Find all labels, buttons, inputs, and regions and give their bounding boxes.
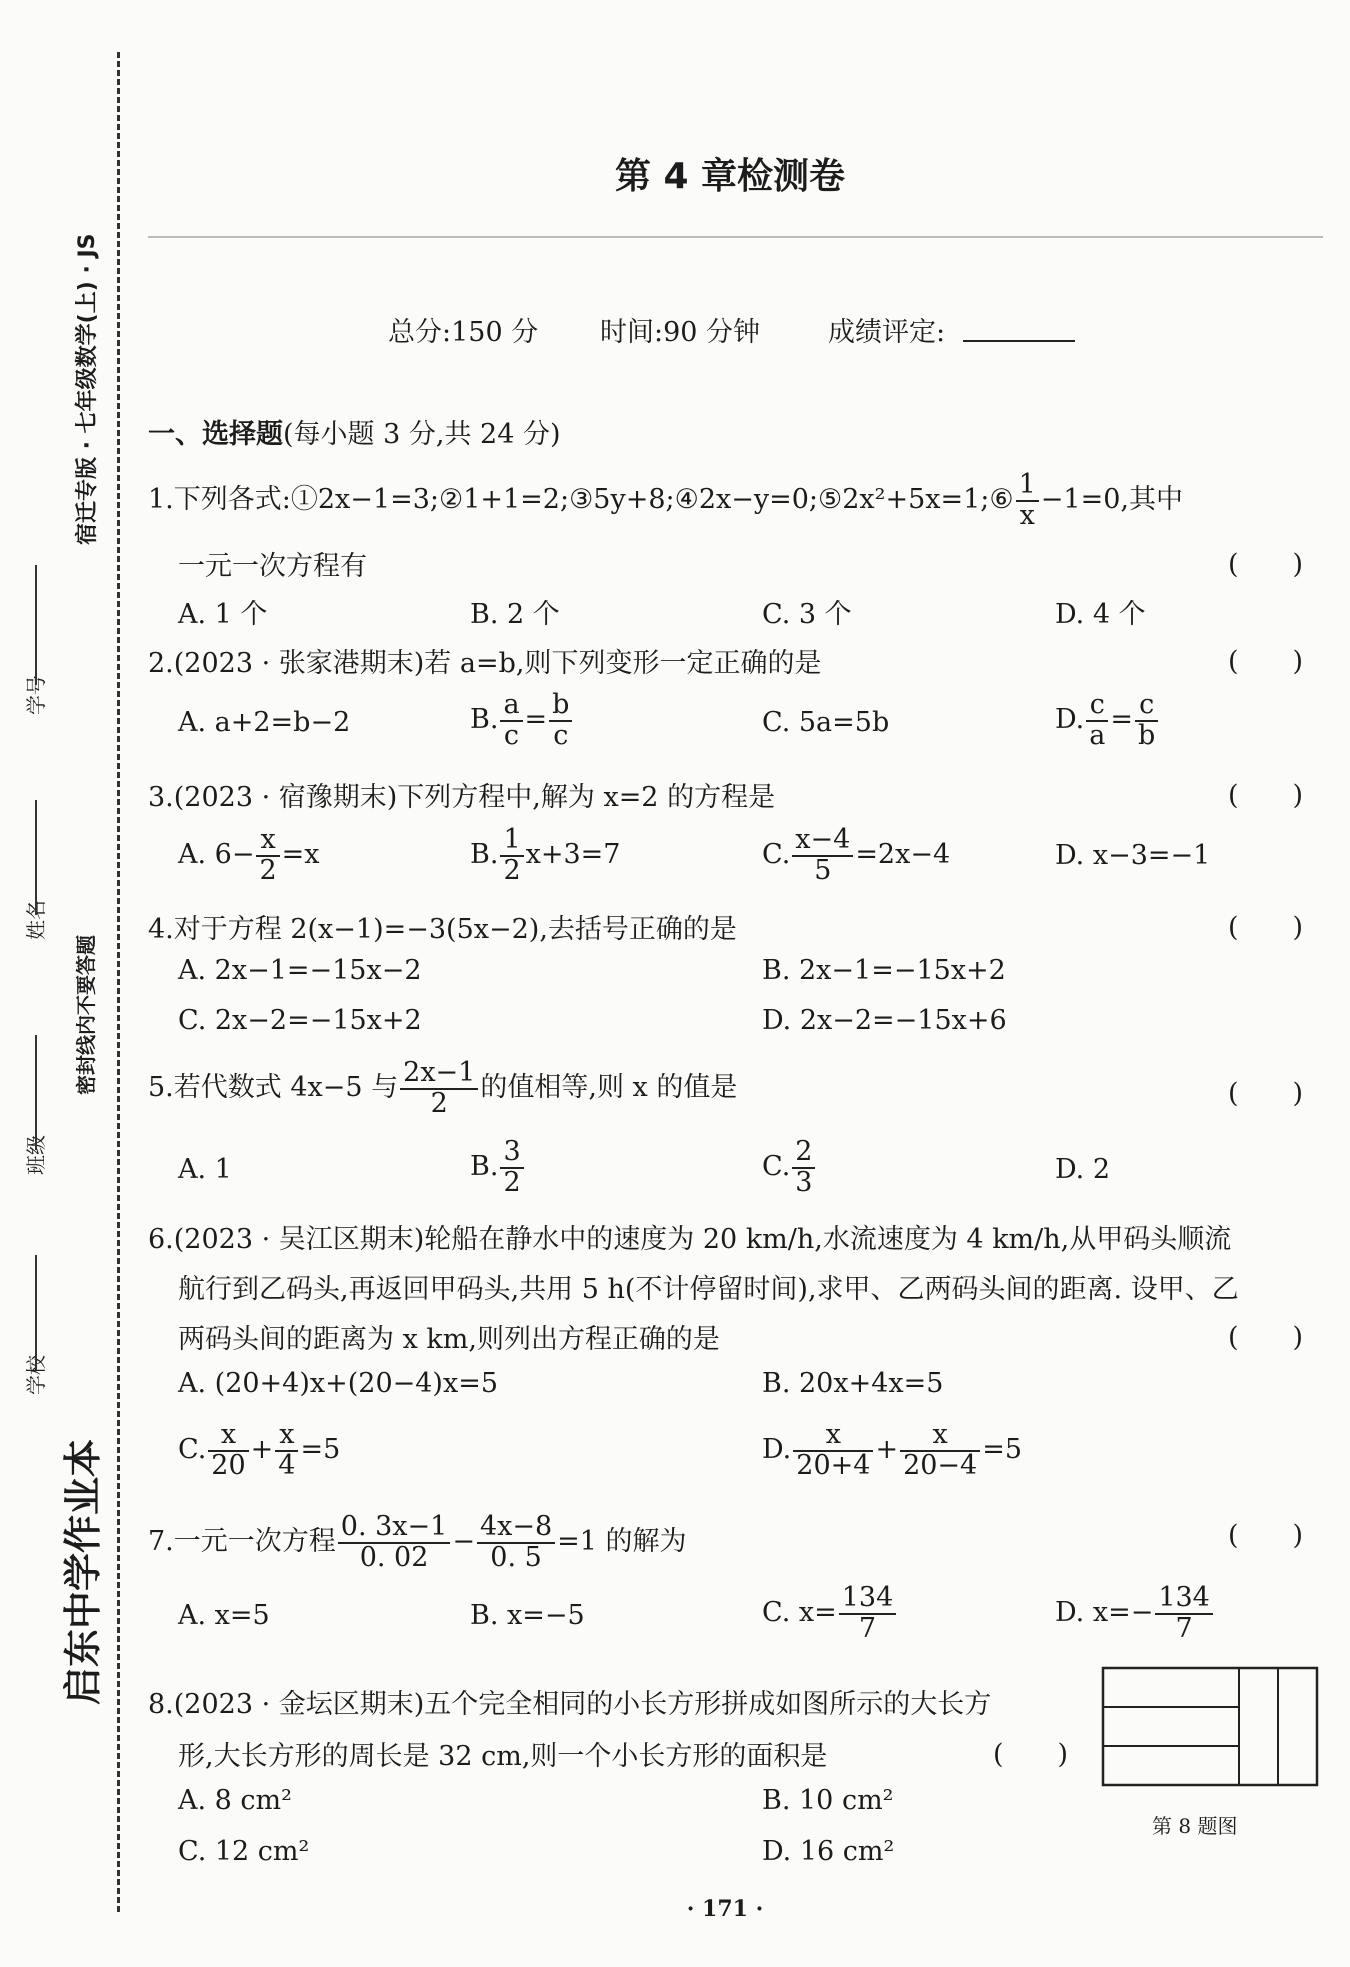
q6-answer-paren[interactable]: ( ) [1228,1322,1304,1353]
q1-expr-4: ④2x−y=0; [674,484,819,515]
q6-c-frac-1 [208,1421,248,1480]
q7-c-den: 7 [858,1612,877,1644]
q7-stem-b: =1 的解为 [557,1526,687,1557]
q1-option-c[interactable]: C. 3 个 [762,599,852,630]
sidebar-name-line [35,800,37,915]
q6-line1-text: (2023 · 吴江区期末)轮船在静水中的速度为 20 km/h,水流速度为 4 km/h,从甲码头顺流 [173,1224,1232,1255]
q7-frac-2-num: 4x−8 [477,1513,555,1543]
q6-stem-line1 [148,1217,1231,1256]
page-title: 第 4 章检测卷 [614,156,846,197]
q6-c-num-2: x [275,1421,298,1451]
q6-d-label: D. [762,1434,792,1465]
section-title [148,412,561,451]
q7-c-label: C. x= [762,1597,837,1628]
q3-b-right: x+3=7 [525,839,621,870]
total-score: 总分:150 分 [388,317,539,348]
q5-c-den: 3 [795,1166,813,1198]
q8-figure [1100,1665,1322,1790]
q6-d-num-2: x [900,1421,980,1451]
q7-option-d[interactable] [1055,1583,1215,1643]
sidebar-school-line [35,1255,37,1370]
q4-number: 4. [148,914,174,945]
sidebar-name-label: 姓名 [24,900,48,940]
q2-b-num-1: a [500,691,522,721]
q2-option-a[interactable]: A. a+2=b−2 [178,707,351,738]
q3-b-den: 2 [503,854,521,886]
section-note: (每小题 3 分,共 24 分) [283,419,561,450]
q2-number: 2. [148,648,174,679]
q7-answer-paren[interactable]: ( ) [1228,1520,1304,1551]
sidebar-edition: 宿迁专版 · 七年级数学(上) · JS [75,233,100,545]
q2-d-num-1: c [1086,691,1108,721]
q2-stem [148,641,821,680]
q2-d-frac-2 [1135,691,1158,750]
q5-option-a[interactable]: A. 1 [178,1154,232,1185]
q2-b-num-2: b [549,691,572,721]
q3-stem [148,775,775,814]
sidebar-class-line [35,1035,37,1150]
q3-c-num: x−4 [792,826,853,856]
q2-option-b[interactable] [470,690,574,750]
q7-minus: − [452,1526,475,1557]
q3-a-frac [256,826,279,885]
q1-expr-3: ③5y+8; [569,484,675,515]
q6-c-num-1: x [208,1421,248,1451]
q5-c-frac [792,1138,815,1197]
q2-b-label: B. [470,704,499,735]
exam-time: 时间:90 分钟 [600,317,761,348]
q4-question: 对于方程 2(x−1)=−3(5x−2),去括号正确的是 [173,914,737,945]
q6-d-frac-2 [900,1421,980,1480]
q1-frac-num: 1 [1016,471,1039,501]
q2-b-frac-2 [549,691,572,750]
q1-stem [148,468,1183,532]
q8-option-c[interactable]: C. 12 cm² [178,1836,310,1867]
q3-option-d[interactable]: D. x−3=−1 [1055,840,1211,871]
q7-d-num: 134 [1155,1584,1213,1614]
q7-d-frac [1155,1584,1213,1643]
q2-d-den-2: b [1138,719,1156,751]
binding-dashed-line [117,52,120,1912]
q8-option-d[interactable]: D. 16 cm² [762,1836,895,1867]
q2-answer-paren[interactable]: ( ) [1228,646,1304,677]
sidebar-series: 启东中学作业本 [61,1438,105,1705]
q4-option-b[interactable]: B. 2x−1=−15x+2 [762,955,1006,986]
q1-stem-line2: 一元一次方程有 [178,551,367,582]
q3-c-den: 5 [814,854,832,886]
q5-option-b[interactable] [470,1137,526,1197]
q1-expr-6a: ⑥ [989,484,1014,515]
q6-d-den-2: 20−4 [903,1449,978,1481]
q3-c-frac [792,826,853,885]
q3-answer-paren[interactable]: ( ) [1228,780,1304,811]
q6-stem-line3: 两码头间的距离为 x km,则列出方程正确的是 [178,1324,720,1355]
q8-figure-outer-rect [1103,1668,1317,1785]
q5-frac-den: 2 [430,1087,448,1119]
q3-a-den: 2 [259,854,277,886]
q3-option-c[interactable] [762,825,950,885]
q6-c-plus: + [250,1434,274,1465]
q4-option-a[interactable]: A. 2x−1=−15x−2 [178,955,422,986]
sidebar-class-label: 班级 [24,1135,48,1175]
q7-frac-2 [477,1513,555,1572]
q3-option-a[interactable] [178,825,320,885]
q5-b-frac [500,1138,523,1197]
q6-c-label: C. [178,1434,207,1465]
q8-stem-line2: 形,大长方形的周长是 32 cm,则一个小长方形的面积是 [178,1741,828,1772]
title-divider [148,236,1323,238]
q7-d-den: 7 [1175,1612,1193,1644]
q7-frac-1-num: 0. 3x−1 [338,1513,451,1543]
q2-d-frac-1 [1086,691,1108,750]
q3-c-label: C. [762,839,791,870]
q6-c-den-2: 4 [278,1449,296,1481]
q6-c-frac-2 [275,1421,298,1480]
q8-figure-caption: 第 8 题图 [1152,1814,1238,1838]
q5-b-den: 2 [503,1166,521,1198]
q6-option-c[interactable] [178,1420,340,1480]
q7-number: 7. [148,1526,174,1557]
q2-d-label: D. [1055,704,1085,735]
sidebar-id-line [35,565,37,685]
q7-c-frac [839,1584,897,1643]
q1-number: 1. [148,484,174,515]
q3-b-num: 1 [500,826,523,856]
q7-option-b[interactable]: B. x=−5 [470,1600,585,1631]
q2-d-den-1: a [1089,719,1106,751]
q5-b-label: B. [470,1151,499,1182]
q5-answer-paren[interactable]: ( ) [1228,1078,1304,1109]
q3-source: (2023 · 宿豫期末) [173,782,398,813]
q7-option-c[interactable] [762,1583,898,1643]
q5-stem-a: 若代数式 4x−5 与 [173,1072,399,1103]
q3-option-b[interactable] [470,825,620,885]
page-number: · 171 · [686,1896,764,1922]
q6-d-den-1: 20+4 [796,1449,871,1481]
q2-b-den-1: c [503,719,520,751]
q2-b-frac-1 [500,691,522,750]
q1-expr-6b: −1=0,其中 [1040,484,1183,515]
q1-expr-1: ①2x−1=3; [290,484,439,515]
q1-expr-5: ⑤2x²+5x=1; [818,484,990,515]
q3-b-label: B. [470,839,499,870]
q4-answer-paren[interactable]: ( ) [1228,912,1304,943]
q1-option-d[interactable]: D. 4 个 [1055,599,1146,630]
q1-answer-paren[interactable]: ( ) [1228,549,1304,580]
q6-d-num-1: x [793,1421,873,1451]
q8-line1-text: (2023 · 金坛区期末)五个完全相同的小长方形拼成如图所示的大长方 [173,1689,992,1720]
q6-c-den-1: 20 [211,1449,246,1481]
q7-frac-1 [338,1513,451,1572]
q7-c-num: 134 [839,1584,897,1614]
q1-lead: 下列各式: [173,484,291,515]
q1-option-b[interactable]: B. 2 个 [470,599,560,630]
q5-stem-b: 的值相等,则 x 的值是 [480,1072,738,1103]
q2-option-d[interactable] [1055,690,1160,750]
q7-frac-2-den: 0. 5 [490,1541,542,1573]
sidebar-seal-note: 密封线内不要答题 [74,935,98,1095]
q6-option-d[interactable] [762,1420,1022,1480]
q3-number: 3. [148,782,174,813]
q8-answer-paren[interactable]: ( ) [993,1739,1069,1770]
q7-stem-a: 一元一次方程 [173,1526,336,1557]
q2-d-num-2: c [1135,691,1158,721]
q8-option-b[interactable]: B. 10 cm² [762,1785,894,1816]
q6-number: 6. [148,1224,174,1255]
q7-d-label: D. x=− [1055,1597,1154,1628]
grade-label: 成绩评定: [828,317,946,348]
q6-option-b[interactable]: B. 20x+4x=5 [762,1368,944,1399]
q6-stem-line2: 航行到乙码头,再返回甲码头,共用 5 h(不计停留时间),求甲、乙两码头间的距离. 设甲、乙 [178,1274,1239,1305]
q8-number: 8. [148,1689,174,1720]
q5-option-d[interactable]: D. 2 [1055,1154,1111,1185]
q7-stem [148,1512,687,1572]
grade-blank-line[interactable] [963,340,1075,342]
q3-question: 下列方程中,解为 x=2 的方程是 [397,782,776,813]
q1-frac-den: x [1019,499,1035,531]
q3-c-right: =2x−4 [855,839,951,870]
q5-fraction [400,1059,478,1118]
q1-expr-2: ②1+1=2; [438,484,570,515]
q5-c-num: 2 [792,1138,815,1168]
q8-stem-line1 [148,1682,991,1721]
q3-b-frac [500,826,523,885]
q6-d-plus: + [875,1434,899,1465]
q7-option-a[interactable]: A. x=5 [178,1600,270,1631]
q1-fraction [1016,471,1039,530]
q3-a-right: =x [281,839,320,870]
section-title-text: 一、选择题 [148,419,283,450]
q4-stem [148,907,737,946]
q2-b-den-2: c [553,719,569,751]
q5-b-num: 3 [500,1138,523,1168]
q5-number: 5. [148,1072,174,1103]
q7-frac-1-den: 0. 02 [359,1541,429,1573]
q8-option-a[interactable]: A. 8 cm² [178,1785,292,1816]
q6-d-right: =5 [982,1434,1023,1465]
q6-option-a[interactable]: A. (20+4)x+(20−4)x=5 [178,1368,498,1399]
q5-stem [148,1058,737,1118]
q2-option-c[interactable]: C. 5a=5b [762,707,890,738]
sidebar-school-label: 学校 [24,1355,48,1395]
q4-option-d[interactable]: D. 2x−2=−15x+6 [762,1005,1007,1036]
q6-d-frac-1 [793,1421,873,1480]
sidebar-id-label: 学号 [24,675,48,715]
q2-b-eq: = [524,704,548,735]
q4-option-c[interactable]: C. 2x−2=−15x+2 [178,1005,422,1036]
q3-a-num: x [256,826,279,856]
q5-option-c[interactable] [762,1137,817,1197]
q6-c-right: =5 [300,1434,341,1465]
q5-frac-num: 2x−1 [400,1059,478,1089]
q1-option-a[interactable]: A. 1 个 [178,599,268,630]
q5-c-label: C. [762,1151,791,1182]
q3-a-left: A. 6− [178,839,255,870]
q2-source: (2023 · 张家港期末) [173,648,425,679]
q2-question: 若 a=b,则下列变形一定正确的是 [424,648,822,679]
q2-d-eq: = [1110,704,1134,735]
